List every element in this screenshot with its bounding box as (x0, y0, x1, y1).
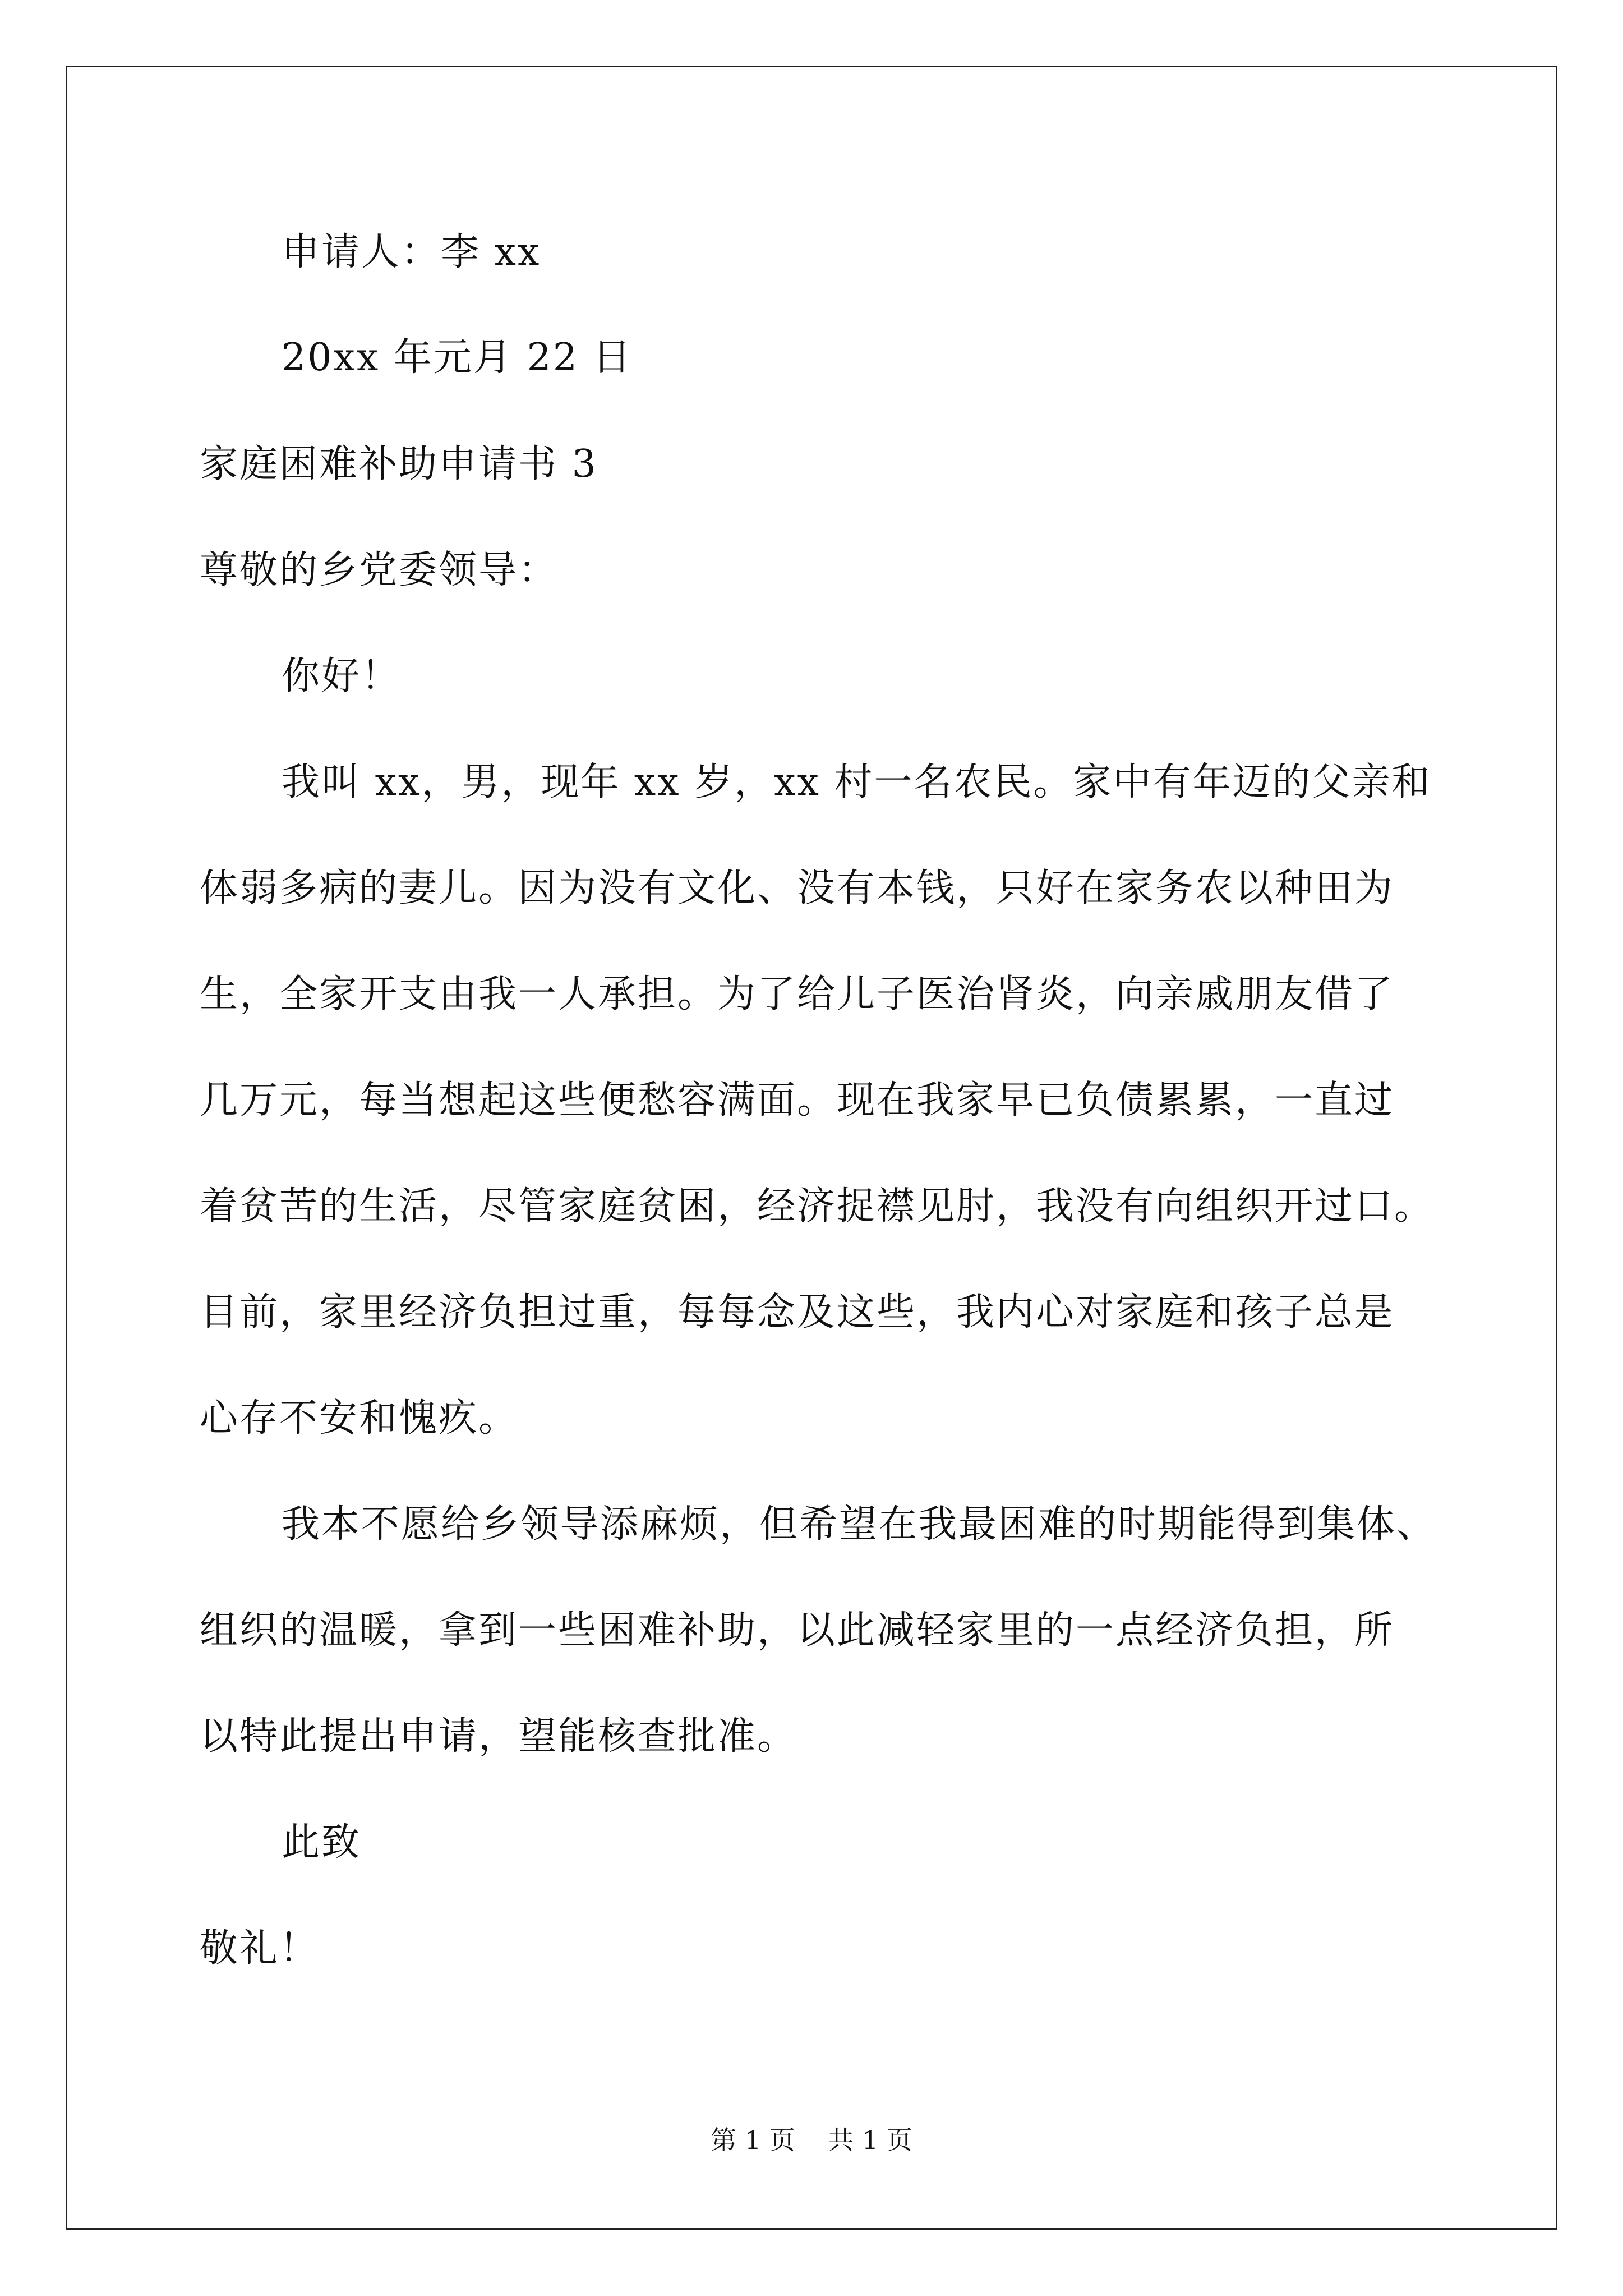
page-border (66, 66, 1557, 2230)
body-line: 心存不安和愧疚。 (200, 1396, 519, 1441)
closing-line: 此致 (282, 1820, 362, 1865)
body-line: 生，全家开支由我一人承担。为了给儿子医治肾炎，向亲戚朋友借了 (200, 972, 1395, 1016)
body-line: 几万元，每当想起这些便愁容满面。现在我家早已负债累累，一直过 (200, 1078, 1395, 1122)
greeting: 你好！ (282, 654, 402, 698)
date-line: 20xx 年元月 22 日 (282, 335, 633, 380)
page-footer: 第 1 页 共 1 页 (711, 2125, 912, 2155)
salutation: 尊敬的乡党委领导： (200, 548, 559, 592)
body-line: 目前，家里经济负担过重，每每念及这些，我内心对家庭和孩子总是 (200, 1290, 1395, 1335)
body-line: 我本不愿给乡领导添麻烦，但希望在我最困难的时期能得到集体、 (282, 1502, 1437, 1547)
body-line: 以特此提出申请，望能核查批准。 (200, 1714, 797, 1759)
applicant-line: 申请人：李 xx (282, 230, 541, 274)
body-line: 组织的温暖，拿到一些困难补助，以此减轻家里的一点经济负担，所 (200, 1608, 1395, 1653)
body-line: 体弱多病的妻儿。因为没有文化、没有本钱，只好在家务农以种田为 (200, 866, 1395, 910)
closing-regards: 敬礼！ (200, 1926, 320, 1971)
document-title: 家庭困难补助申请书 3 (200, 442, 598, 486)
body-line: 我叫 xx，男，现年 xx 岁，xx 村一名农民。家中有年迈的父亲和 (282, 760, 1432, 804)
body-line: 着贫苦的生活，尽管家庭贫困，经济捉襟见肘，我没有向组织开过口。 (200, 1184, 1435, 1228)
